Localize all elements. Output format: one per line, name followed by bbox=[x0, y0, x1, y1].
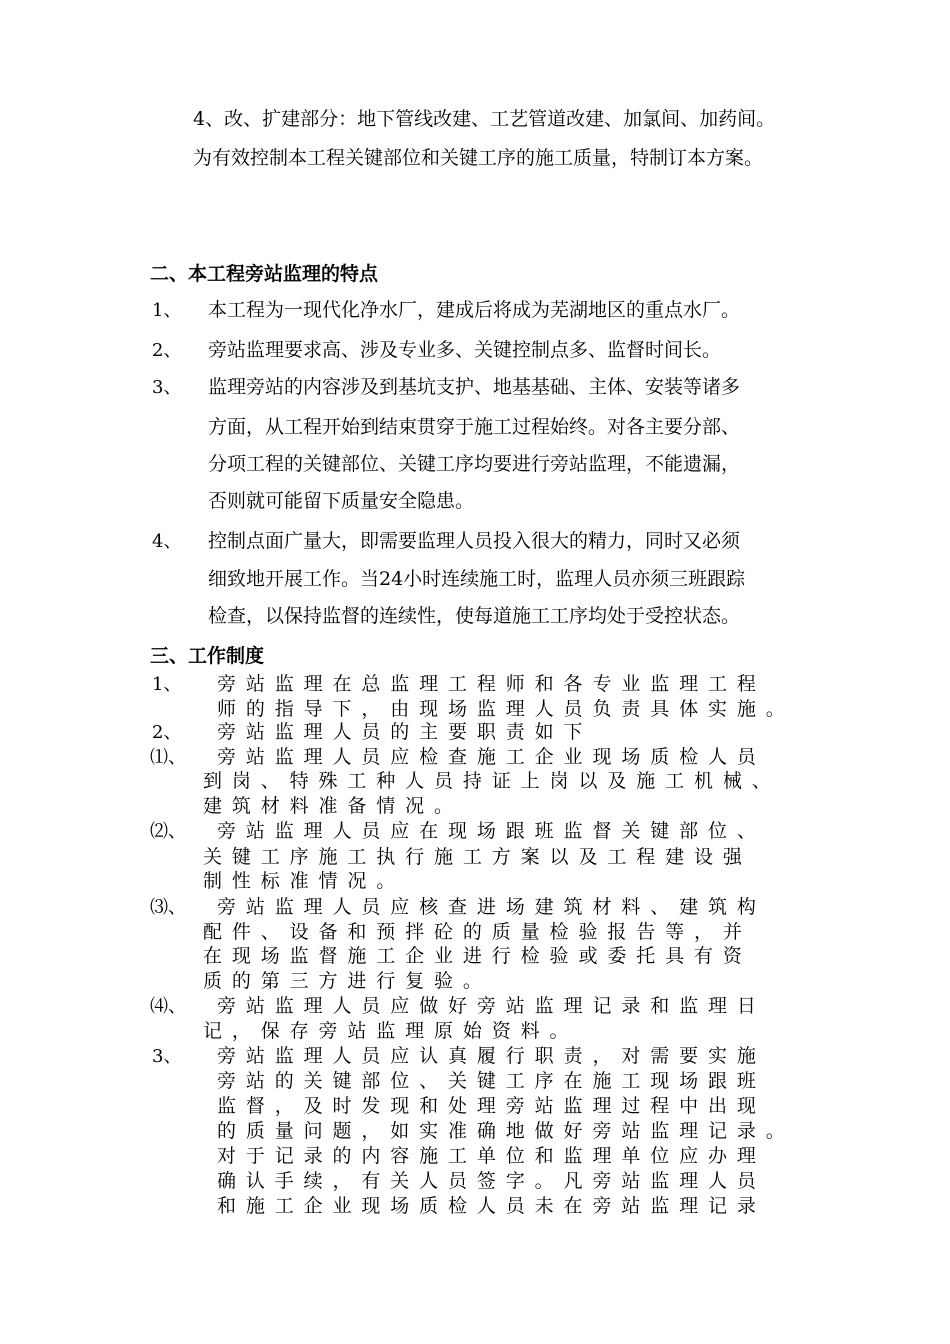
section-2-item-2-number: 2、 bbox=[152, 340, 182, 361]
section-3-sub-2-line-1: 旁站监理人员应在现场跟班监督关键部位、 bbox=[217, 820, 766, 842]
section-3-item-2-number: 2、 bbox=[152, 722, 182, 743]
section-3-sub-4-line-2: 记，保存旁站监理原始资料。 bbox=[203, 1020, 579, 1042]
section-3-item-3-line-3: 监督，及时发现和处理旁站监理过程中出现 bbox=[217, 1095, 766, 1117]
section-3-sub-3-line-1: 旁站监理人员应核查进场建筑材料、建筑构 bbox=[217, 896, 766, 918]
section-3-item-3-line-7: 和施工企业现场质检人员未在旁站监理记录 bbox=[217, 1195, 766, 1217]
intro-item-4: 4、改、扩建部分：地下管线改建、工艺管道改建、加氯间、加药间。 bbox=[193, 108, 776, 130]
section-3-sub-2-line-2: 关键工序施工执行施工方案以及工程建设强 bbox=[203, 846, 752, 868]
section-2-item-4-number: 4、 bbox=[152, 531, 182, 552]
section-3-item-3-line-2: 旁站的关键部位、关键工序在施工现场跟班 bbox=[217, 1070, 766, 1092]
section-3-sub-4-number: ⑷、 bbox=[150, 996, 186, 1017]
section-3-sub-3-line-4: 质的第三方进行复验。 bbox=[203, 970, 492, 992]
section-2-item-3-number: 3、 bbox=[152, 377, 182, 398]
section-3-sub-3-line-2: 配件、设备和预拌砼的质量检验报告等，并 bbox=[203, 921, 752, 943]
section-2-title: 二、本工程旁站监理的特点 bbox=[150, 263, 379, 285]
section-2-item-3-line-1: 监理旁站的内容涉及到基坑支护、地基基础、主体、安装等诸多 bbox=[208, 376, 741, 398]
section-2-item-1-line-1: 本工程为一现代化净水厂，建成后将成为芜湖地区的重点水厂。 bbox=[208, 299, 741, 321]
section-3-title: 三、工作制度 bbox=[150, 645, 265, 667]
section-2-item-4-line-2: 细致地开展工作。当24小时连续施工时，监理人员亦须三班跟踪 bbox=[208, 568, 746, 590]
section-3-item-2-line-1: 旁站监理人员的主要职责如下 bbox=[217, 721, 593, 743]
section-3-item-3-line-4: 的质量问题，如实准确地做好旁站监理记录。 bbox=[217, 1120, 795, 1142]
intro-purpose: 为有效控制本工程关键部位和关键工序的施工质量，特制订本方案。 bbox=[193, 147, 764, 169]
section-3-item-3-line-6: 确认手续，有关人员签字。凡旁站监理人员 bbox=[217, 1170, 766, 1192]
section-2-item-4-line-3: 检查，以保持监督的连续性，使每道施工工序均处于受控状态。 bbox=[208, 605, 741, 627]
section-3-sub-4-line-1: 旁站监理人员应做好旁站监理记录和监理日 bbox=[217, 995, 766, 1017]
section-3-sub-1-line-2: 到岗、特殊工种人员持证上岗以及施工机械、 bbox=[203, 770, 781, 792]
section-2-item-2-line-1: 旁站监理要求高、涉及专业多、关键控制点多、监督时间长。 bbox=[208, 339, 722, 361]
section-3-item-1-line-1: 旁站监理在总监理工程师和各专业监理工程 bbox=[217, 673, 766, 695]
section-3-sub-3-line-3: 在现场监督施工企业进行检验或委托具有资 bbox=[203, 945, 752, 967]
section-3-sub-1-line-1: 旁站监理人员应检查施工企业现场质检人员 bbox=[217, 746, 766, 768]
section-3-item-1-line-2: 师的指导下，由现场监理人员负责具体实施。 bbox=[217, 698, 795, 720]
section-2-item-3-line-2: 方面，从工程开始到结束贯穿于施工过程始终。对各主要分部、 bbox=[208, 416, 741, 438]
section-3-sub-3-number: ⑶、 bbox=[150, 897, 186, 918]
section-3-sub-2-number: ⑵、 bbox=[150, 821, 186, 842]
section-3-item-3-line-1: 旁站监理人员应认真履行职责，对需要实施 bbox=[217, 1045, 766, 1067]
section-2-item-3-line-4: 否则就可能留下质量安全隐患。 bbox=[208, 490, 475, 512]
section-3-sub-2-line-3: 制性标准情况。 bbox=[203, 870, 406, 892]
section-3-item-1-number: 1、 bbox=[152, 674, 182, 695]
section-2-item-3-line-3: 分项工程的关键部位、关键工序均要进行旁站监理，不能遗漏， bbox=[208, 453, 741, 475]
section-2-item-1-number: 1、 bbox=[152, 300, 182, 321]
section-3-item-3-number: 3、 bbox=[152, 1046, 182, 1067]
section-3-sub-1-number: ⑴、 bbox=[150, 747, 186, 768]
section-3-item-3-line-5: 对于记录的内容施工单位和监理单位应办理 bbox=[217, 1145, 766, 1167]
section-3-sub-1-line-3: 建筑材料准备情况。 bbox=[203, 795, 463, 817]
section-2-item-4-line-1: 控制点面广量大，即需要监理人员投入很大的精力，同时又必须 bbox=[208, 530, 741, 552]
